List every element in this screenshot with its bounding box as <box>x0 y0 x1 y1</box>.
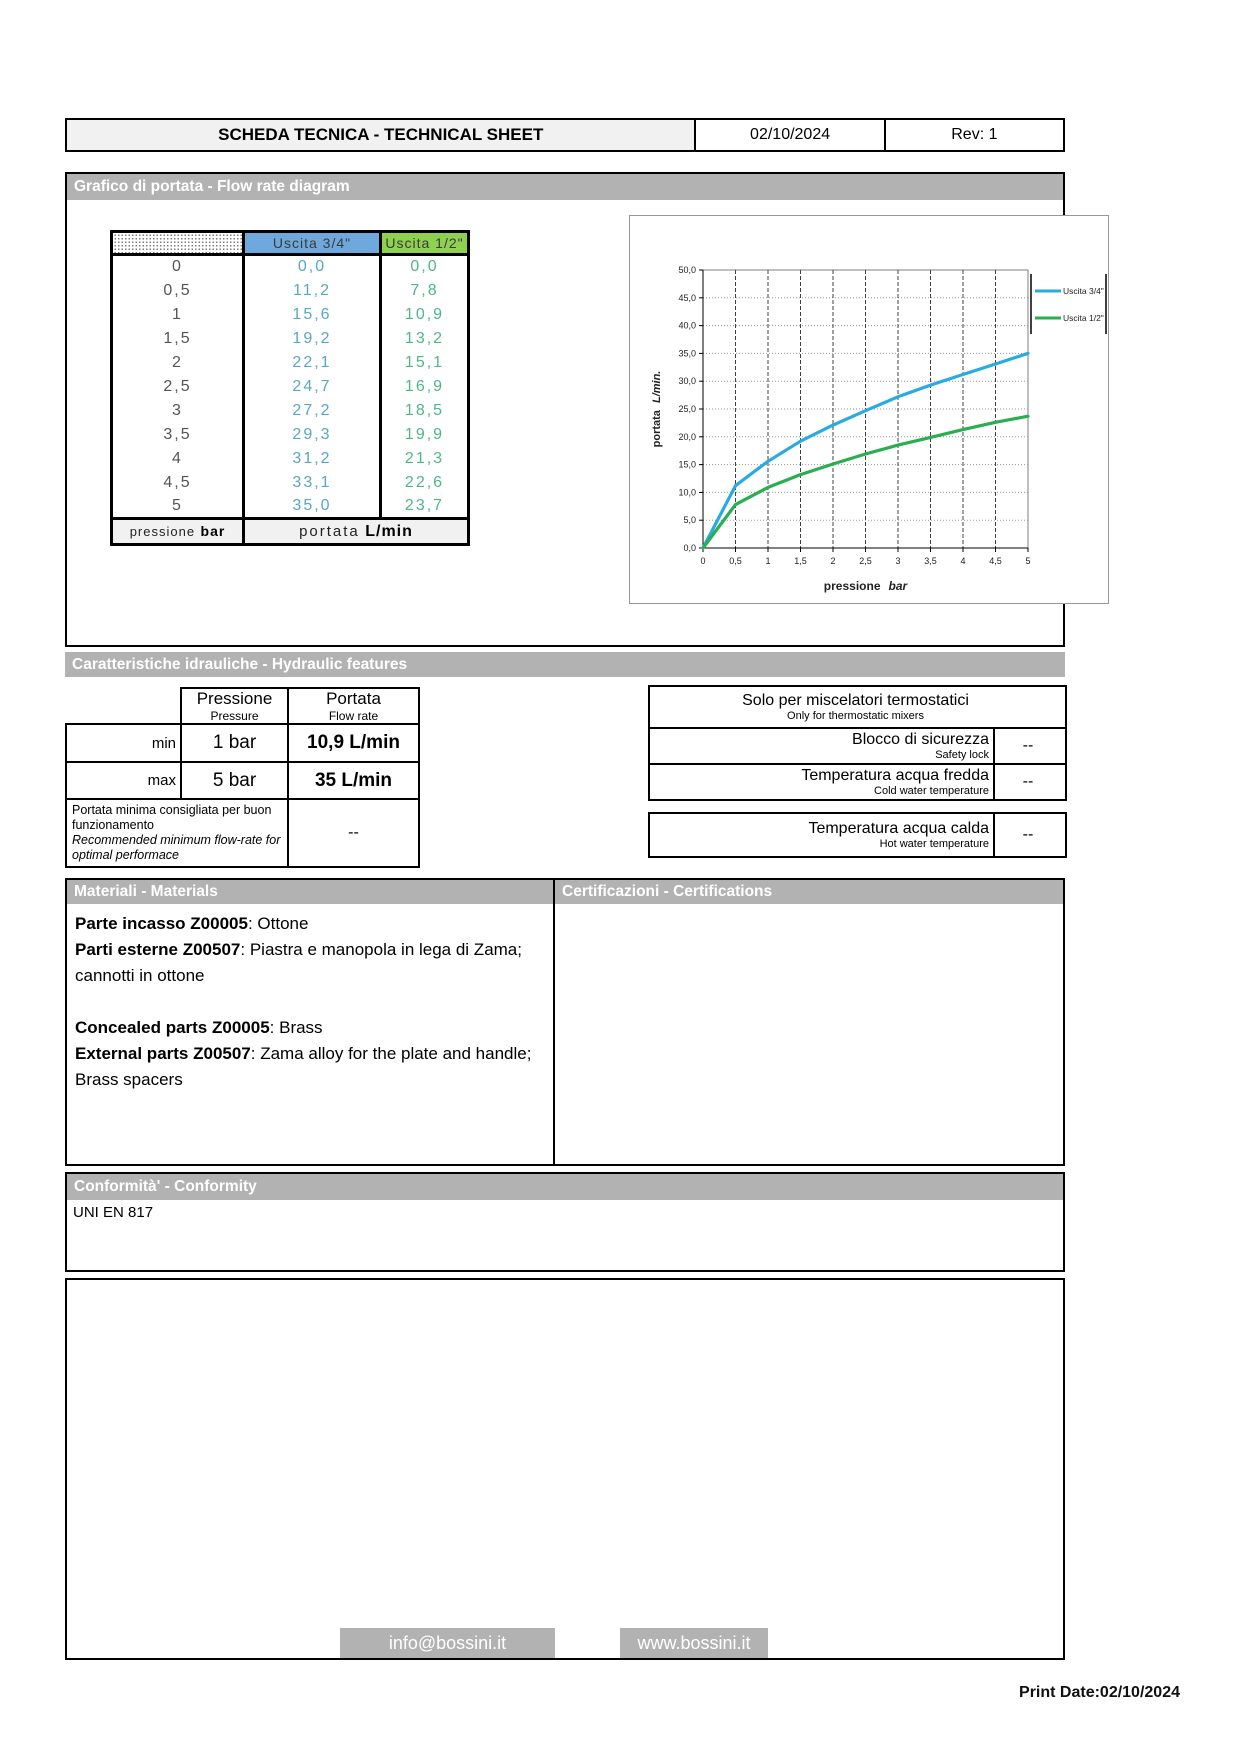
pressure-column-header: Pressione Pressure <box>181 688 288 724</box>
flow-label: portata <box>299 522 360 540</box>
svg-text:50,0: 50,0 <box>678 265 696 275</box>
cold-water-value: -- <box>994 764 1066 800</box>
flow-table-cell: 1 <box>112 303 244 327</box>
max-flow-value: 35 L/min <box>288 762 419 799</box>
pressure-unit: bar <box>200 522 226 539</box>
hydraulic-section-title: Caratteristiche idrauliche - Hydraulic features <box>65 652 1065 677</box>
flow-table-cell: 2 <box>112 351 244 375</box>
flow-table-cell: 0,0 <box>381 255 469 279</box>
flow-table-cell: 7,8 <box>381 279 469 303</box>
flow-table-cell: 22,1 <box>244 351 381 375</box>
conformity-section <box>65 1172 1065 1272</box>
flow-table-row <box>112 399 469 423</box>
svg-text:45,0: 45,0 <box>678 292 696 303</box>
thermostatic-title: Solo per miscelatori termostatici Only for thermostatic mixers <box>649 686 1066 728</box>
svg-text:25,0: 25,0 <box>678 404 696 414</box>
flow-table-cell: 10,9 <box>381 303 469 327</box>
flow-table-cell: 4 <box>112 447 244 471</box>
hydraulic-header-row <box>66 688 419 724</box>
flow-table-cell: 19,9 <box>381 423 469 447</box>
flow-rate-section-title: Grafico di portata - Flow rate diagram <box>67 174 1063 200</box>
hydraulic-blank-cell <box>66 688 181 724</box>
material-line: Parte incasso Z00005: Ottone <box>75 914 309 933</box>
materials-section <box>65 878 555 1166</box>
hydraulic-left-table <box>65 687 420 868</box>
cold-water-label: Temperatura acqua fredda Cold water temperature <box>649 764 994 800</box>
flow-table-cell: 5 <box>112 495 244 519</box>
legend-label: Uscita 3/4" <box>1063 286 1104 296</box>
cold-water-row <box>649 764 1066 800</box>
flow-table-row <box>112 471 469 495</box>
flow-table-row <box>112 495 469 519</box>
x-axis-title: pressione bar <box>823 579 908 593</box>
hot-water-label: Temperatura acqua calda Hot water temperature <box>649 813 994 857</box>
document-title: SCHEDA TECNICA - TECHNICAL SHEET <box>67 120 694 150</box>
min-flow-value: 10,9 L/min <box>288 724 419 762</box>
svg-text:0,0: 0,0 <box>683 543 696 553</box>
svg-text:1,5: 1,5 <box>794 556 807 566</box>
flow-table-row <box>112 423 469 447</box>
flow-table-cell: 0,5 <box>112 279 244 303</box>
flow-table-cell: 3,5 <box>112 423 244 447</box>
certifications-section-title: Certificazioni - Certifications <box>555 880 1063 904</box>
flow-table-header-row <box>112 232 469 255</box>
document-header <box>65 118 1065 152</box>
flow-table-cell: 35,0 <box>244 495 381 519</box>
flow-rate-chart-svg <box>630 216 1108 603</box>
min-label: min <box>66 724 181 762</box>
flow-table-cell: 15,6 <box>244 303 381 327</box>
thermostatic-title-row <box>649 686 1066 728</box>
svg-text:3: 3 <box>895 556 901 566</box>
flow-rate-table <box>110 230 470 546</box>
svg-text:4: 4 <box>960 556 966 566</box>
conformity-section-title: Conformità' - Conformity <box>67 1174 1063 1200</box>
flow-table-row <box>112 255 469 279</box>
flow-table-cell: 11,2 <box>244 279 381 303</box>
flow-table-row <box>112 351 469 375</box>
svg-text:40,0: 40,0 <box>678 320 696 331</box>
notes-empty-box <box>65 1278 1065 1660</box>
materials-text <box>67 904 553 1100</box>
flow-table-cell: 16,9 <box>381 375 469 399</box>
hot-water-table <box>648 812 1067 858</box>
svg-text:4,5: 4,5 <box>989 556 1002 566</box>
svg-text:5,0: 5,0 <box>683 515 696 526</box>
legend-label: Uscita 1/2" <box>1063 313 1104 323</box>
flow-table-cell: 3 <box>112 399 244 423</box>
material-line: Parti esterne Z00507: Piastra e manopola in lega di Zama; cannotti in ottone <box>75 940 522 985</box>
min-flow-note-row <box>66 799 419 867</box>
flow-table-cell: 13,2 <box>381 327 469 351</box>
hot-water-value: -- <box>994 813 1066 857</box>
flow-table-body <box>112 255 469 519</box>
flow-table-cell: 22,6 <box>381 471 469 495</box>
y-axis-title: portata L/min. <box>651 370 663 448</box>
flow-table-cell: 15,1 <box>381 351 469 375</box>
flow-table-header-outlet-12: Uscita 1/2" <box>381 232 469 255</box>
contact-email: info@bossini.it <box>340 1628 555 1658</box>
flow-table-footer-row <box>112 519 469 545</box>
material-line: Concealed parts Z00005: Brass <box>75 1018 323 1037</box>
flow-table-row <box>112 375 469 399</box>
min-pressure-value: 1 bar <box>181 724 288 762</box>
document-date: 02/10/2024 <box>694 120 883 150</box>
min-flow-note: Portata minima consigliata per buon funzionamento Recommended minimum flow-rate for optimal performace <box>66 799 288 867</box>
flow-table-row <box>112 303 469 327</box>
flow-table-cell: 0 <box>112 255 244 279</box>
svg-text:0,5: 0,5 <box>729 556 742 566</box>
flow-table-row <box>112 447 469 471</box>
svg-text:5: 5 <box>1025 556 1031 566</box>
flow-table-cell: 23,7 <box>381 495 469 519</box>
flow-table-header-outlet-34: Uscita 3/4" <box>244 232 381 255</box>
svg-text:2,5: 2,5 <box>859 556 872 566</box>
flow-table-cell: 4,5 <box>112 471 244 495</box>
document-revision: Rev: 1 <box>884 120 1063 150</box>
svg-text:2: 2 <box>830 556 836 566</box>
pressure-label: pressione <box>129 523 196 539</box>
flow-table-cell: 33,1 <box>244 471 381 495</box>
material-line: External parts Z00507: Zama alloy for the plate and handle; Brass spacers <box>75 1044 532 1089</box>
website-url: www.bossini.it <box>620 1628 768 1658</box>
flow-unit: L/min <box>365 522 413 540</box>
flow-unit-cell <box>244 519 469 545</box>
flow-table-corner-cell <box>112 232 244 255</box>
svg-text:15,0: 15,0 <box>678 459 696 470</box>
thermostatic-table <box>648 685 1067 801</box>
svg-text:0: 0 <box>700 556 706 566</box>
flow-table-cell: 0,0 <box>244 255 381 279</box>
flow-rate-chart <box>629 215 1109 604</box>
flow-table-cell: 31,2 <box>244 447 381 471</box>
max-row <box>66 762 419 799</box>
hot-water-row <box>649 813 1066 857</box>
flow-table-cell: 19,2 <box>244 327 381 351</box>
conformity-value: UNI EN 817 <box>73 1204 154 1221</box>
safety-lock-row <box>649 728 1066 764</box>
max-label: max <box>66 762 181 799</box>
flow-table-row <box>112 327 469 351</box>
print-date: Print Date:02/10/2024 <box>1019 1684 1180 1701</box>
flow-table-cell: 24,7 <box>244 375 381 399</box>
safety-lock-value: -- <box>994 728 1066 764</box>
flow-column-header: Portata Flow rate <box>288 688 419 724</box>
flow-table-cell: 27,2 <box>244 399 381 423</box>
flow-table-cell: 18,5 <box>381 399 469 423</box>
materials-spacer <box>75 989 545 1015</box>
min-row <box>66 724 419 762</box>
flow-table-cell: 2,5 <box>112 375 244 399</box>
materials-section-title: Materiali - Materials <box>67 880 553 904</box>
flow-table-cell: 29,3 <box>244 423 381 447</box>
svg-text:1: 1 <box>765 556 771 566</box>
certifications-section <box>553 878 1065 1166</box>
svg-text:30,0: 30,0 <box>678 376 696 387</box>
flow-rate-section <box>65 172 1104 647</box>
pressure-unit-cell <box>112 519 244 545</box>
max-pressure-value: 5 bar <box>181 762 288 799</box>
safety-lock-label: Blocco di sicurezza Safety lock <box>649 728 994 764</box>
flow-table-cell: 1,5 <box>112 327 244 351</box>
svg-text:3,5: 3,5 <box>924 556 937 566</box>
svg-text:20,0: 20,0 <box>678 431 696 442</box>
min-flow-note-value: -- <box>288 799 419 867</box>
svg-text:10,0: 10,0 <box>678 487 696 498</box>
flow-table-row <box>112 279 469 303</box>
svg-text:35,0: 35,0 <box>678 348 696 359</box>
flow-table-cell: 21,3 <box>381 447 469 471</box>
